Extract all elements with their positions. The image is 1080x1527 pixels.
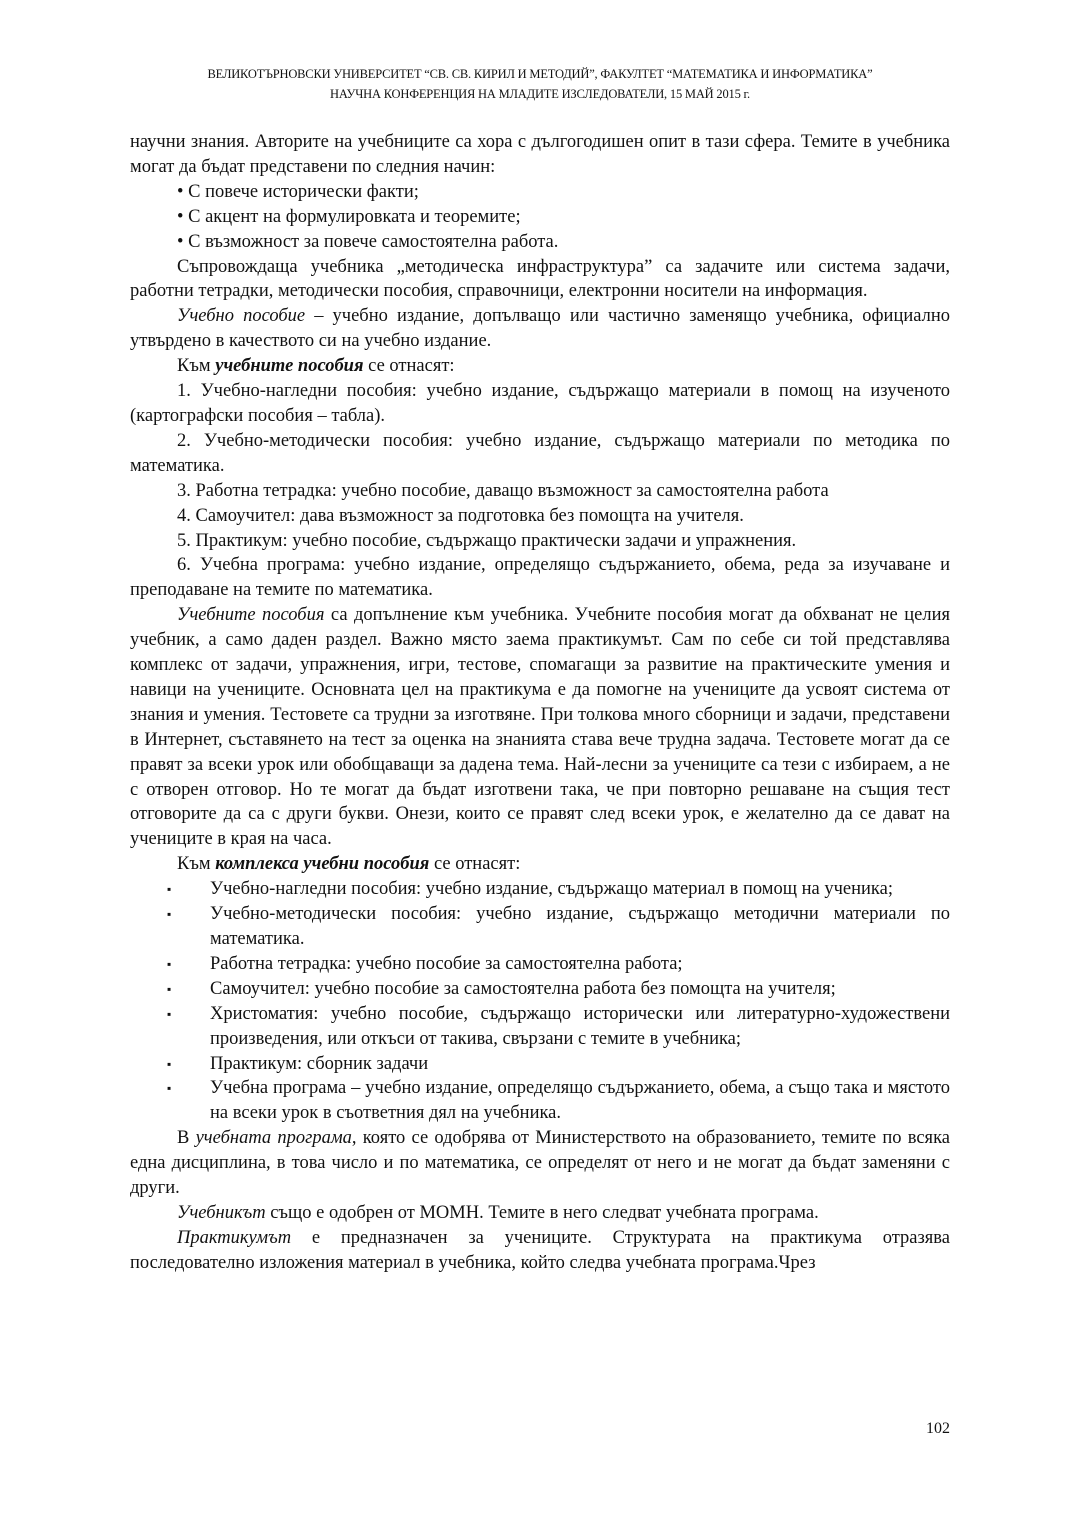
- square-list-item: ▪ Практикум: сборник задачи: [130, 1052, 950, 1077]
- square-bullet-icon: ▪: [167, 1056, 172, 1071]
- paragraph-definition: Учебно пособие – учебно издание, допълващо или частично заменящо учебника, официално утвърдено в качеството си на учебно издание.: [130, 306, 950, 352]
- term-uchebnata-programa: учебната програма: [195, 1128, 352, 1149]
- paragraph-posobia: Учебните пособия са допълнение към учебника. Учебните пособия могат да обхванат не целия учебник, а само даден раздел. Важно място заема практикумът. Сам по себе си той представлява комплекс от задачи, упражнения, игри, тестове, спомагащи за развитие на практическите умения и навици на учениците. Основната цел на практикума е да помогне на учениците да усвоят система от знания и умения. Тестовете са трудни за изготвяне. При толкова много сборници и задачи, представени в Интернет, съставянето на тест за оценка на знанията става вече трудна задача. Тестовете могат да се правят за всеки урок или обобщаващи за дадена тема. Най-лесни за учениците са тези с избираем, а не с отворен отговор. Но те могат да бъдат изготвени така, че при повторно решаване на същия тест отговорите да са с други букви. Онези, които се правят след всеки урок, е желателно да се дават на учениците в края на часа.: [130, 605, 950, 850]
- square-list-item: ▪ Работна тетрадка: учебно пособие за самостоятелна работа;: [130, 952, 950, 977]
- term-uchebno-posobie: Учебно пособие: [177, 306, 306, 327]
- square-bullet-icon: ▪: [167, 1081, 172, 1096]
- numbered-item: 5. Практикум: учебно пособие, съдържащо практически задачи и упражнения.: [177, 530, 797, 551]
- numbered-item: 2. Учебно-методически пособия: учебно издание, съдържащо материали по методика по математика.: [130, 430, 950, 476]
- dot-list-item: • С повече исторически факти;: [177, 181, 419, 202]
- paragraph-praktikum: Практикумът е предназначен за учениците. Структурата на практикума отразява последователно изложения материал в учебника, който следва учебната програма.Чрез: [130, 1227, 950, 1273]
- square-list-item: ▪ Учебно-методически пособия: учебно издание, съдържащо методични материали по математика.: [167, 904, 950, 949]
- term-uchebnikat: Учебникът: [177, 1202, 266, 1223]
- term-kompleksa: комплекса учебни пособия: [215, 854, 430, 875]
- numbered-item: 1. Учебно-нагледни пособия: учебно издание, съдържащо материали в помощ на изученото (картографски пособия – табла).: [130, 381, 950, 426]
- numbered-item: 4. Самоучител: дава възможност за подготовка без помощта на учителя.: [177, 505, 744, 526]
- term-uchebnite-posobia-italic: Учебните пособия: [177, 605, 325, 626]
- numbered-list: [130, 379, 950, 603]
- paragraph-types-heading: Към учебните пособия се отнасят:: [177, 356, 455, 377]
- square-bullet-icon: ▪: [167, 981, 172, 996]
- square-bullet-list: [130, 877, 950, 1126]
- square-bullet-icon: ▪: [167, 1006, 172, 1021]
- running-header: [130, 64, 950, 104]
- body-text: [130, 130, 950, 1276]
- square-bullet-icon: ▪: [167, 907, 172, 922]
- square-list-item: ▪ Самоучител: учебно пособие за самостоятелна работа без помощта на учителя;: [130, 977, 950, 1002]
- paragraph-infrastructure: Съпровождаща учебника „методическа инфраструктура” са задачите или система задачи, работни тетрадки, методически пособия, справочници, електронни носители на информация.: [130, 256, 950, 302]
- term-uchebnite-posobia: учебните пособия: [215, 356, 364, 377]
- paragraph-programa: В учебната програма, която се одобрява от Министерството на образованието, темите по всяка една дисциплина, в това число и по математика, се определят от него и не могат да бъдат заменяни с други.: [130, 1128, 950, 1199]
- square-bullet-icon: ▪: [167, 956, 172, 971]
- header-conference-line: НАУЧНА КОНФЕРЕНЦИЯ НА МЛАДИТЕ ИЗСЛЕДОВАТЕЛИ, 15 МАЙ 2015 г.: [330, 87, 750, 101]
- square-list-item: ▪ Христоматия: учебно пособие, съдържащо исторически или литературно-художествени произведения, или откъси от такива, свързани с темите в учебника;: [167, 1003, 950, 1049]
- paragraph-uchebnik: Учебникът също е одобрен от МОМН. Темите в него следват учебната програма.: [177, 1202, 819, 1223]
- numbered-item: 6. Учебна програма: учебно издание, определящо съдържанието, обема, реда за изучаване и преподаване на темите по математика.: [130, 555, 950, 601]
- square-bullet-icon: ▪: [167, 882, 172, 897]
- square-list-item: ▪ Учебна програма – учебно издание, определящо съдържанието, обема, а също така и мястото на всеки урок в съответния дял на учебника.: [167, 1078, 950, 1124]
- term-praktikumat: Практикумът: [177, 1227, 292, 1248]
- numbered-item: 3. Работна тетрадка: учебно пособие, даващо възможност за самостоятелна работа: [177, 480, 829, 501]
- dot-list: [130, 180, 950, 255]
- dot-list-item: • С възможност за повече самостоятелна работа.: [177, 231, 559, 252]
- square-list-item: ▪ Учебно-нагледни пособия: учебно издание, съдържащо материал в помощ на ученика;: [130, 877, 950, 902]
- paragraph-complex-heading: Към комплекса учебни пособия се отнасят:: [177, 854, 521, 875]
- header-university-line: ВЕЛИКОТЪРНОВСКИ УНИВЕРСИТЕТ “СВ. СВ. КИРИЛ И МЕТОДИЙ”, ФАКУЛТЕТ “МАТЕМАТИКА И ИНФОРМАТИКА”: [207, 67, 873, 81]
- page-number: 102: [926, 1420, 950, 1437]
- dot-list-item: • С акцент на формулировката и теоремите;: [177, 206, 521, 227]
- paragraph-intro: научни знания. Авторите на учебниците са хора с дългогодишен опит в тази сфера. Темите в учебника могат да бъдат представени по следния начин:: [130, 132, 950, 177]
